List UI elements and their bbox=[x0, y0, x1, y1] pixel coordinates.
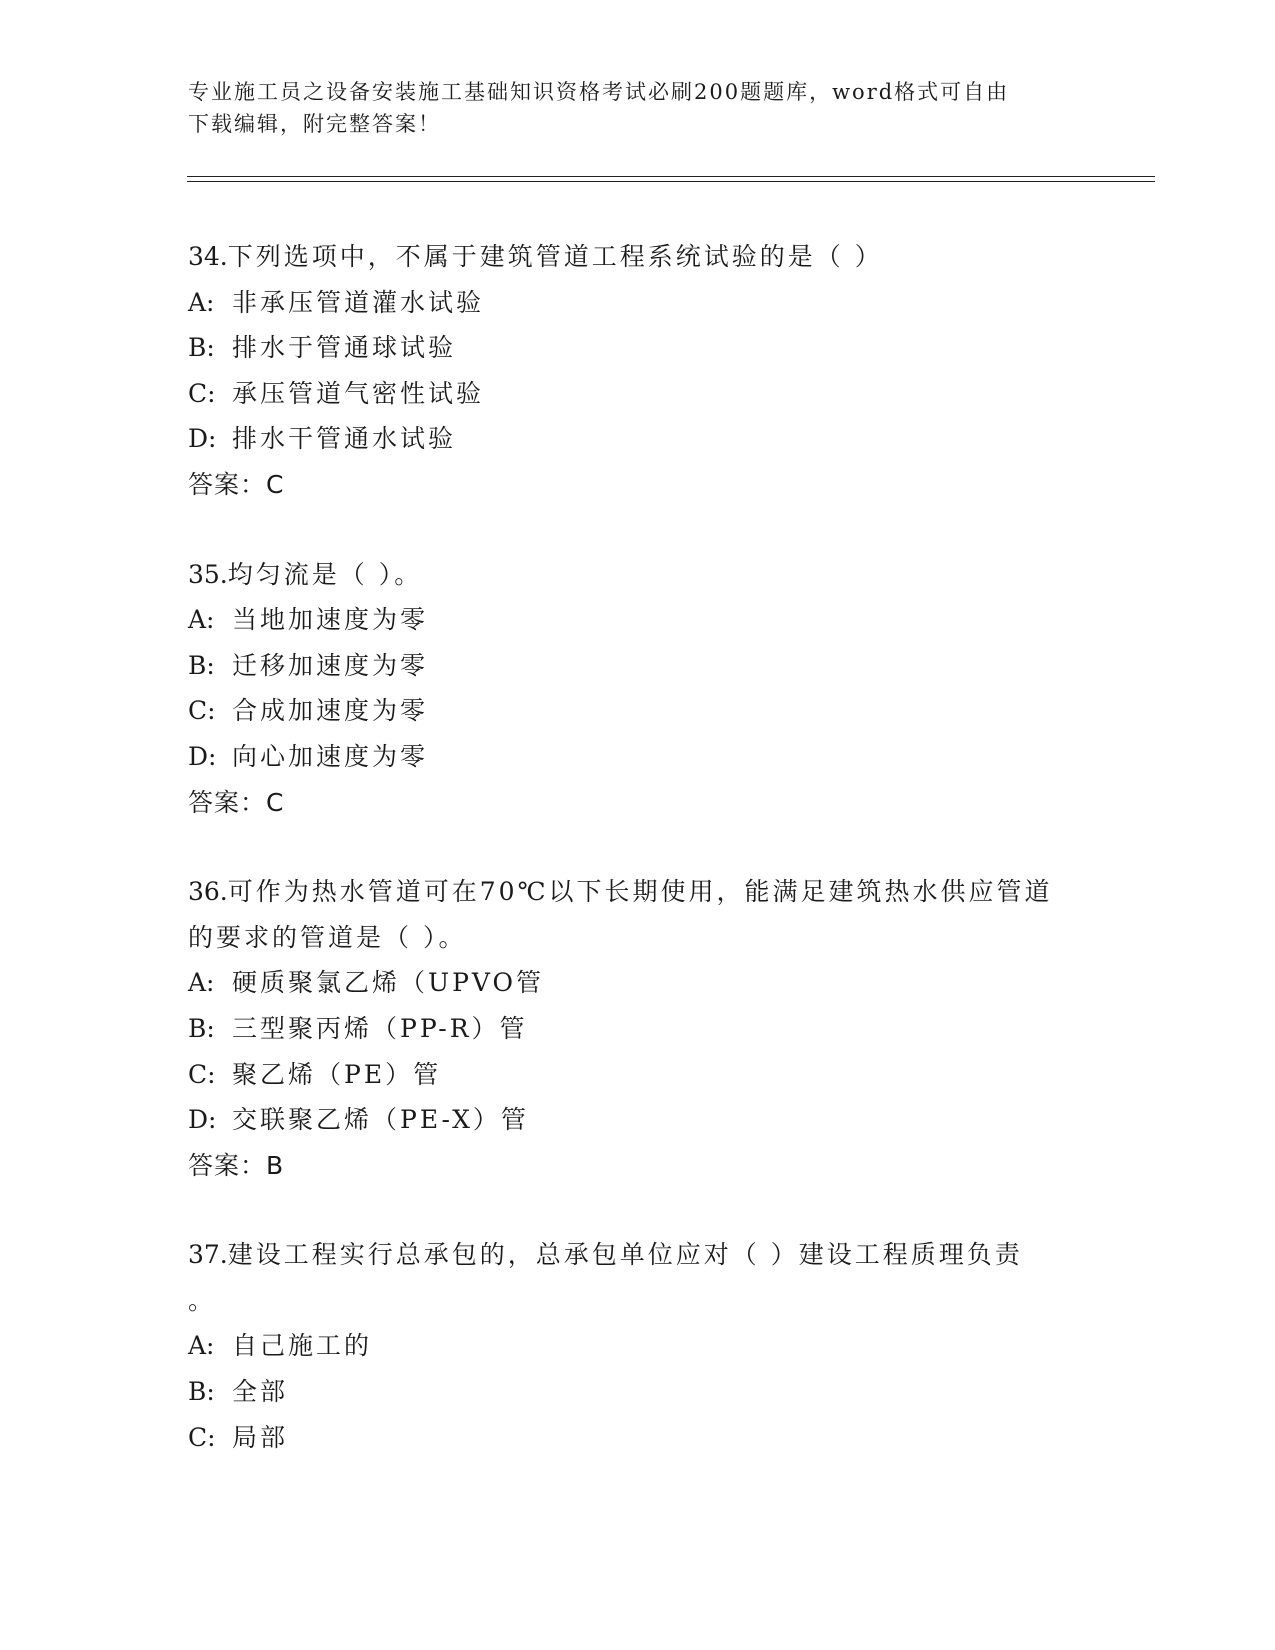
answer: 答案：B bbox=[188, 1150, 285, 1180]
header-divider-top bbox=[187, 176, 1155, 177]
option-key: C: bbox=[188, 1059, 216, 1089]
question-stem bbox=[188, 869, 1088, 915]
option-d bbox=[188, 1097, 1088, 1143]
option-key: B: bbox=[188, 1377, 215, 1407]
option-c bbox=[188, 371, 1088, 417]
option-text: 全部 bbox=[232, 1377, 289, 1407]
question-37 bbox=[188, 1232, 1088, 1460]
option-text: 当地加速度为零 bbox=[232, 605, 429, 635]
option-text: 迁移加速度为零 bbox=[232, 650, 429, 680]
header-title-line-1: 专业施工员之设备安装施工基础知识资格考试必刷200题题库，word格式可自由 bbox=[188, 80, 1010, 104]
option-text: 排水于管通球试验 bbox=[232, 333, 457, 363]
question-text: 建设工程实行总承包的，总承包单位应对（ ）建设工程质理负责 bbox=[227, 1240, 1023, 1270]
answer: 答案：C bbox=[188, 469, 285, 499]
option-c bbox=[188, 688, 1088, 734]
question-34 bbox=[188, 234, 1088, 508]
option-key: B: bbox=[188, 650, 215, 680]
option-text: 排水干管通水试验 bbox=[232, 424, 457, 454]
document-header bbox=[188, 76, 1088, 140]
question-stem bbox=[188, 552, 1088, 598]
option-text: 向心加速度为零 bbox=[232, 741, 429, 771]
option-key: C: bbox=[188, 696, 216, 726]
option-text: 三型聚丙烯（PP-R）管 bbox=[232, 1013, 528, 1043]
question-stem bbox=[188, 1232, 1088, 1278]
question-text: 下列选项中，不属于建筑管道工程系统试验的是（ ） bbox=[227, 242, 883, 271]
option-text: 承压管道气密性试验 bbox=[232, 378, 485, 408]
option-text: 交联聚乙烯（PE-X）管 bbox=[232, 1105, 529, 1135]
option-b bbox=[188, 643, 1088, 689]
question-number: 34. bbox=[188, 242, 228, 271]
option-key: B: bbox=[188, 333, 215, 363]
option-text: 局部 bbox=[232, 1422, 289, 1452]
question-stem-continued: 的要求的管道是（ ）。 bbox=[188, 922, 467, 952]
option-key: A: bbox=[188, 1331, 215, 1361]
option-a bbox=[188, 597, 1088, 643]
question-35 bbox=[188, 552, 1088, 826]
option-a bbox=[188, 280, 1088, 326]
question-36 bbox=[188, 869, 1088, 1188]
question-stem bbox=[188, 234, 1088, 280]
option-text: 聚乙烯（PE）管 bbox=[232, 1059, 442, 1089]
option-text: 合成加速度为零 bbox=[232, 696, 429, 726]
header-title-line-2: 下载编辑，附完整答案！ bbox=[188, 112, 441, 136]
option-d bbox=[188, 416, 1088, 462]
answer: 答案：C bbox=[188, 787, 285, 817]
option-key: A: bbox=[188, 605, 215, 635]
question-text: 均匀流是（ ）。 bbox=[227, 559, 423, 589]
question-stem-continued: 。 bbox=[188, 1285, 217, 1315]
option-c bbox=[188, 1415, 1088, 1461]
option-key: D: bbox=[188, 424, 217, 454]
option-key: B: bbox=[188, 1013, 215, 1043]
option-d bbox=[188, 734, 1088, 780]
option-key: C: bbox=[188, 1422, 216, 1452]
option-b bbox=[188, 325, 1088, 371]
option-key: D: bbox=[188, 1105, 217, 1135]
option-key: A: bbox=[188, 968, 215, 998]
option-c bbox=[188, 1052, 1088, 1098]
question-number: 37. bbox=[188, 1240, 228, 1270]
option-text: 自己施工的 bbox=[232, 1331, 373, 1361]
header-divider-bottom bbox=[187, 181, 1155, 182]
option-b bbox=[188, 1006, 1088, 1052]
option-key: A: bbox=[188, 287, 215, 317]
question-list bbox=[188, 234, 1088, 1504]
option-key: C: bbox=[188, 378, 216, 408]
question-text: 可作为热水管道可在70℃以下长期使用，能满足建筑热水供应管道 bbox=[227, 877, 1053, 907]
option-a bbox=[188, 960, 1088, 1006]
option-text: 硬质聚氯乙烯（UPVO管 bbox=[232, 968, 545, 998]
option-a bbox=[188, 1323, 1088, 1369]
option-key: D: bbox=[188, 741, 217, 771]
question-number: 35. bbox=[188, 559, 228, 589]
option-b bbox=[188, 1369, 1088, 1415]
question-number: 36. bbox=[188, 877, 228, 907]
option-text: 非承压管道灌水试验 bbox=[232, 287, 485, 317]
